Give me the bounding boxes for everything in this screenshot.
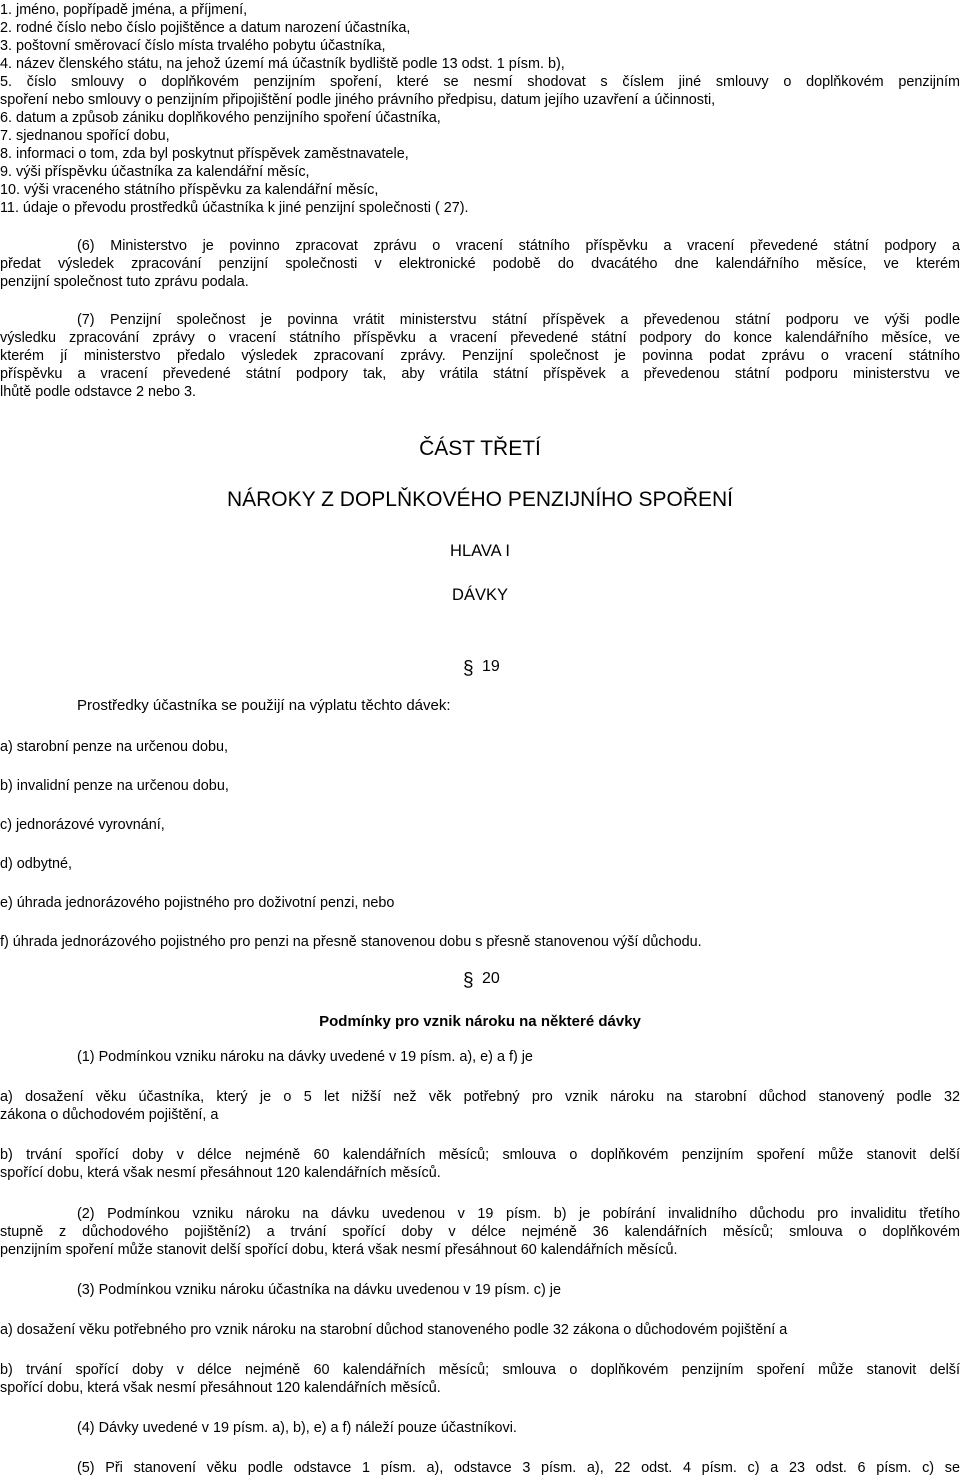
section-20-p1-a: zákona o důchodovém pojištění, a — [0, 1107, 219, 1123]
benefit-item: e) úhrada jednorázového pojistného pro doživotní penzi, nebo — [0, 895, 395, 911]
list-item: 6. datum a způsob zániku doplňkového penzijního spoření účastníka, — [0, 110, 441, 126]
section-20-p3-b: b) trvání spořící doby v délce nejméně 60 kalendářních měsíců; smlouva o doplňkovém penzijním spoření může stanovit delší — [0, 1362, 960, 1378]
benefit-item: a) starobní penze na určenou dobu, — [0, 739, 229, 755]
list-item: 5. číslo smlouvy o doplňkovém penzijním spoření, které se nesmí shodovat s číslem jiné smlouvy o doplňkovém penzijním — [0, 74, 960, 90]
section-20-p1-intro: (1) Podmínkou vzniku nároku na dávky uvedené v 19 písm. a), e) a f) je — [77, 1049, 533, 1065]
section-19-heading — [463, 658, 543, 681]
section-number: 20 — [482, 970, 500, 987]
section-sign-icon: § — [463, 658, 474, 679]
list-item: 2. rodné číslo nebo číslo pojištěnce a datum narození účastníka, — [0, 20, 411, 36]
section-20-p1-b: b) trvání spořící doby v délce nejméně 60 kalendářních měsíců; smlouva o doplňkovém penzijním spoření může stanovit delší — [0, 1147, 960, 1163]
benefit-item: f) úhrada jednorázového pojistného pro penzi na přesně stanovenou dobu s přesně stanovenou výší důchodu. — [0, 934, 702, 950]
part-subtitle: NÁROKY Z DOPLŇKOVÉHO PENZIJNÍHO SPOŘENÍ — [226, 488, 734, 511]
list-item: 7. sjednanou spořící dobu, — [0, 128, 170, 144]
chapter-title: HLAVA I — [450, 542, 510, 560]
chapter-subtitle: DÁVKY — [452, 586, 508, 604]
section-20-title: Podmínky pro vznik nároku na některé dávky — [319, 1013, 641, 1030]
section-20-p1-a: a) dosažení věku účastníka, který je o 5 let nižší než věk potřebný pro vznik nároku na starobní důchod stanovený podle 32 — [0, 1089, 960, 1105]
paragraph-7-line: lhůtě podle odstavce 2 nebo 3. — [0, 384, 197, 400]
paragraph-7-line: příspěvku a vracení převedené státní podpory tak, aby vrátila státní příspěvek a převedenou státní podporu ministerstvu ve — [0, 366, 960, 382]
section-20-p2: stupně z důchodového pojištění2) a trvání spořící doby v délce nejméně 36 kalendářních měsíců; smlouva o doplňkovém — [0, 1224, 960, 1240]
section-sign-icon: § — [463, 970, 474, 991]
benefit-item: d) odbytné, — [0, 856, 73, 872]
section-19-intro: Prostředky účastníka se použijí na výplatu těchto dávek: — [77, 697, 451, 714]
section-number: 19 — [482, 658, 500, 675]
section-20-p2: (2) Podmínkou vzniku nároku na dávku uvedenou v 19 písm. b) je pobírání invalidního důchodu pro invaliditu třetího — [77, 1206, 960, 1222]
list-item-continuation: spoření nebo smlouvy o penzijním připojištění podle jiného právního předpisu, datum jejího uzavření a účinnosti, — [0, 92, 716, 108]
paragraph-6-line: předat výsledek zpracování penzijní společnosti v elektronické podobě do dvacátého dne kalendářního měsíce, ve kterém — [0, 256, 960, 272]
section-20-p3-b: spořící dobu, která však nesmí přesáhnout 120 kalendářních měsíců. — [0, 1380, 441, 1396]
list-item: 4. název členského státu, na jehož území má účastník bydliště podle 13 odst. 1 písm. b), — [0, 56, 565, 72]
list-item: 10. výši vraceného státního příspěvku za kalendářní měsíc, — [0, 182, 379, 198]
list-item: 9. výši příspěvku účastníka za kalendářní měsíc, — [0, 164, 310, 180]
section-20-p2: penzijním spoření může stanovit delší spořící dobu, která však nesmí přesáhnout 60 kalendářních měsíců. — [0, 1242, 678, 1258]
section-20-p4: (4) Dávky uvedené v 19 písm. a), b), e) a f) náleží pouze účastníkovi. — [77, 1420, 517, 1436]
paragraph-6-line: (6) Ministerstvo je povinno zpracovat zprávu o vracení státního příspěvku a vracení převedené státní podpory a — [77, 238, 960, 254]
list-item: 8. informaci o tom, zda byl poskytnut příspěvek zaměstnavatele, — [0, 146, 409, 162]
section-20-p5: (5) Při stanovení věku podle odstavce 1 písm. a), odstavce 3 písm. a), 22 odst. 4 písm. c) a 23 odst. 6 písm. c) se — [77, 1460, 960, 1476]
paragraph-7-line: (7) Penzijní společnost je povinna vrátit ministerstvu státní příspěvek a převedenou státní podporu ve výši podle — [77, 312, 960, 328]
list-item: 1. jméno, popřípadě jména, a příjmení, — [0, 2, 248, 18]
paragraph-6-line: penzijní společnost tuto zprávu podala. — [0, 274, 249, 290]
benefit-item: c) jednorázové vyrovnání, — [0, 817, 165, 833]
section-20-heading — [463, 970, 543, 993]
section-20-p3-intro: (3) Podmínkou vzniku nároku účastníka na dávku uvedenou v 19 písm. c) je — [77, 1282, 561, 1298]
list-item: 3. poštovní směrovací číslo místa trvalého pobytu účastníka, — [0, 38, 386, 54]
section-20-p1-b: spořící dobu, která však nesmí přesáhnout 120 kalendářních měsíců. — [0, 1165, 441, 1181]
paragraph-7-line: výsledku zpracování zprávy o vracení státního příspěvku a vracení převedené státní podpory do konce kalendářního měsíce, ve — [0, 330, 960, 346]
paragraph-7-line: kterém jí ministerstvo předalo výsledek zpracovaní zprávy. Penzijní společnost je povinna podat zprávu o vracení státního — [0, 348, 960, 364]
section-20-p3-a: a) dosažení věku potřebného pro vznik nároku na starobní důchod stanoveného podle 32 zákona o důchodovém pojištění a — [0, 1322, 788, 1338]
benefit-item: b) invalidní penze na určenou dobu, — [0, 778, 229, 794]
list-item: 11. údaje o převodu prostředků účastníka k jiné penzijní společnosti ( 27). — [0, 200, 469, 216]
part-title: ČÁST TŘETÍ — [419, 437, 541, 460]
